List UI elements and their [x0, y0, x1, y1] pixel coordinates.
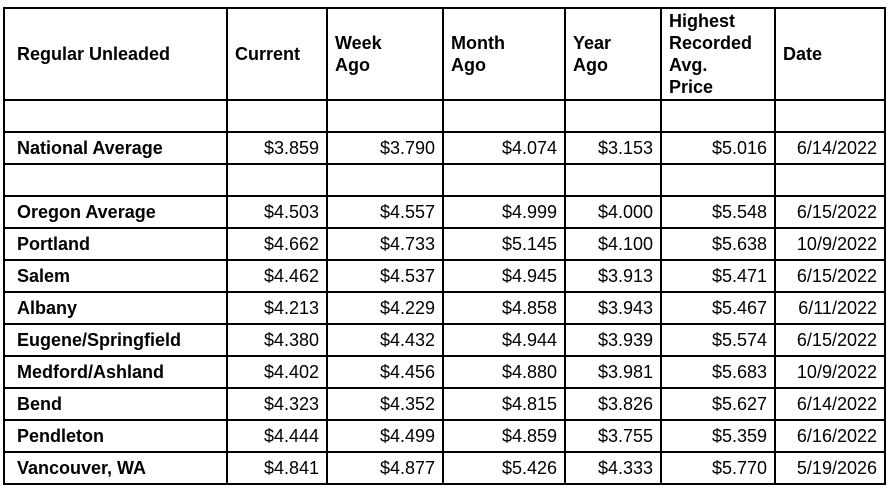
header-line: Ago — [573, 55, 608, 75]
header-line: Avg. — [669, 55, 708, 75]
table-row — [4, 228, 885, 260]
header-line: Year — [573, 33, 612, 53]
table-cell: $5.627 — [661, 388, 775, 420]
table-cell: $5.683 — [661, 356, 775, 388]
table-cell: $4.733 — [327, 228, 443, 260]
table-cell: 6/15/2022 — [775, 260, 885, 292]
header-line: Current — [235, 44, 301, 64]
empty-cell — [327, 100, 443, 132]
empty-cell — [327, 164, 443, 196]
empty-cell — [4, 100, 227, 132]
header-week-ago — [327, 8, 443, 100]
row-label: Bend — [4, 388, 227, 420]
table-cell: $4.557 — [327, 196, 443, 228]
row-label: Medford/Ashland — [4, 356, 227, 388]
table-cell: $3.943 — [565, 292, 661, 324]
table-row — [4, 452, 885, 484]
header-line: Week — [335, 33, 382, 53]
table-row — [4, 292, 885, 324]
table-cell: 6/16/2022 — [775, 420, 885, 452]
header-year-ago — [565, 8, 661, 100]
table-cell: $4.229 — [327, 292, 443, 324]
table-cell: $4.213 — [227, 292, 327, 324]
table-cell: $3.859 — [227, 132, 327, 164]
row-label: Portland — [4, 228, 227, 260]
table-cell: $4.999 — [443, 196, 565, 228]
header-line: Highest — [669, 11, 736, 31]
table-cell: $4.380 — [227, 324, 327, 356]
empty-cell — [565, 164, 661, 196]
table-cell: $4.074 — [443, 132, 565, 164]
table-cell: $4.323 — [227, 388, 327, 420]
table-cell: 6/15/2022 — [775, 196, 885, 228]
table-cell: $5.359 — [661, 420, 775, 452]
table-cell: $3.939 — [565, 324, 661, 356]
empty-cell — [565, 100, 661, 132]
header-line: Ago — [335, 55, 370, 75]
header-highest-recorded-avg-price — [661, 8, 775, 100]
table-row — [4, 420, 885, 452]
table-cell: $5.770 — [661, 452, 775, 484]
row-label: National Average — [4, 132, 227, 164]
table-body — [4, 100, 885, 484]
row-label: Salem — [4, 260, 227, 292]
empty-cell — [775, 100, 885, 132]
empty-cell — [775, 164, 885, 196]
row-label: Pendleton — [4, 420, 227, 452]
gas-price-table-container — [3, 7, 886, 485]
row-label: Albany — [4, 292, 227, 324]
table-cell: $4.100 — [565, 228, 661, 260]
table-cell: $4.462 — [227, 260, 327, 292]
empty-cell — [4, 164, 227, 196]
table-row — [4, 196, 885, 228]
table-row — [4, 356, 885, 388]
table-cell: $4.815 — [443, 388, 565, 420]
header-line: Date — [783, 44, 823, 64]
gas-price-table — [3, 7, 886, 485]
table-cell: $4.662 — [227, 228, 327, 260]
spacer-row — [4, 100, 885, 132]
header-row — [4, 8, 885, 100]
empty-cell — [443, 100, 565, 132]
table-cell: $4.402 — [227, 356, 327, 388]
table-cell: $4.333 — [565, 452, 661, 484]
table-row — [4, 388, 885, 420]
table-cell: $3.826 — [565, 388, 661, 420]
table-cell: $3.913 — [565, 260, 661, 292]
table-cell: $4.944 — [443, 324, 565, 356]
table-cell: $5.638 — [661, 228, 775, 260]
table-cell: 6/15/2022 — [775, 324, 885, 356]
empty-cell — [227, 100, 327, 132]
table-cell: 10/9/2022 — [775, 356, 885, 388]
table-cell: 6/11/2022 — [775, 292, 885, 324]
table-cell: $4.432 — [327, 324, 443, 356]
table-cell: $5.548 — [661, 196, 775, 228]
header-line: Ago — [451, 55, 486, 75]
table-cell: $3.153 — [565, 132, 661, 164]
row-label: Eugene/Springfield — [4, 324, 227, 356]
table-cell: 10/9/2022 — [775, 228, 885, 260]
table-row — [4, 132, 885, 164]
table-cell: $4.877 — [327, 452, 443, 484]
empty-cell — [443, 164, 565, 196]
table-cell: $3.790 — [327, 132, 443, 164]
header-line: Regular Unleaded — [17, 44, 171, 64]
table-cell: $5.426 — [443, 452, 565, 484]
header-current — [227, 8, 327, 100]
table-cell: $4.858 — [443, 292, 565, 324]
table-cell: $3.755 — [565, 420, 661, 452]
table-cell: $5.471 — [661, 260, 775, 292]
table-cell: $4.945 — [443, 260, 565, 292]
table-cell: $4.456 — [327, 356, 443, 388]
header-line: Recorded — [669, 33, 753, 53]
table-cell: $5.016 — [661, 132, 775, 164]
empty-cell — [661, 100, 775, 132]
header-date — [775, 8, 885, 100]
table-row — [4, 324, 885, 356]
table-cell: $5.145 — [443, 228, 565, 260]
header-line: Price — [669, 77, 714, 97]
table-cell: 5/19/2026 — [775, 452, 885, 484]
table-cell: $4.503 — [227, 196, 327, 228]
table-row — [4, 260, 885, 292]
empty-cell — [227, 164, 327, 196]
table-cell: 6/14/2022 — [775, 388, 885, 420]
table-cell: $4.000 — [565, 196, 661, 228]
table-cell: 6/14/2022 — [775, 132, 885, 164]
table-cell: $5.467 — [661, 292, 775, 324]
header-month-ago — [443, 8, 565, 100]
empty-cell — [661, 164, 775, 196]
table-cell: $4.537 — [327, 260, 443, 292]
table-cell: $4.444 — [227, 420, 327, 452]
table-cell: $4.841 — [227, 452, 327, 484]
header-regular-unleaded — [4, 8, 227, 100]
table-cell: $4.499 — [327, 420, 443, 452]
table-cell: $4.352 — [327, 388, 443, 420]
table-cell: $4.880 — [443, 356, 565, 388]
table-cell: $4.859 — [443, 420, 565, 452]
header-line: Month — [451, 33, 505, 53]
spacer-row — [4, 164, 885, 196]
table-cell: $3.981 — [565, 356, 661, 388]
row-label: Oregon Average — [4, 196, 227, 228]
row-label: Vancouver, WA — [4, 452, 227, 484]
table-cell: $5.574 — [661, 324, 775, 356]
